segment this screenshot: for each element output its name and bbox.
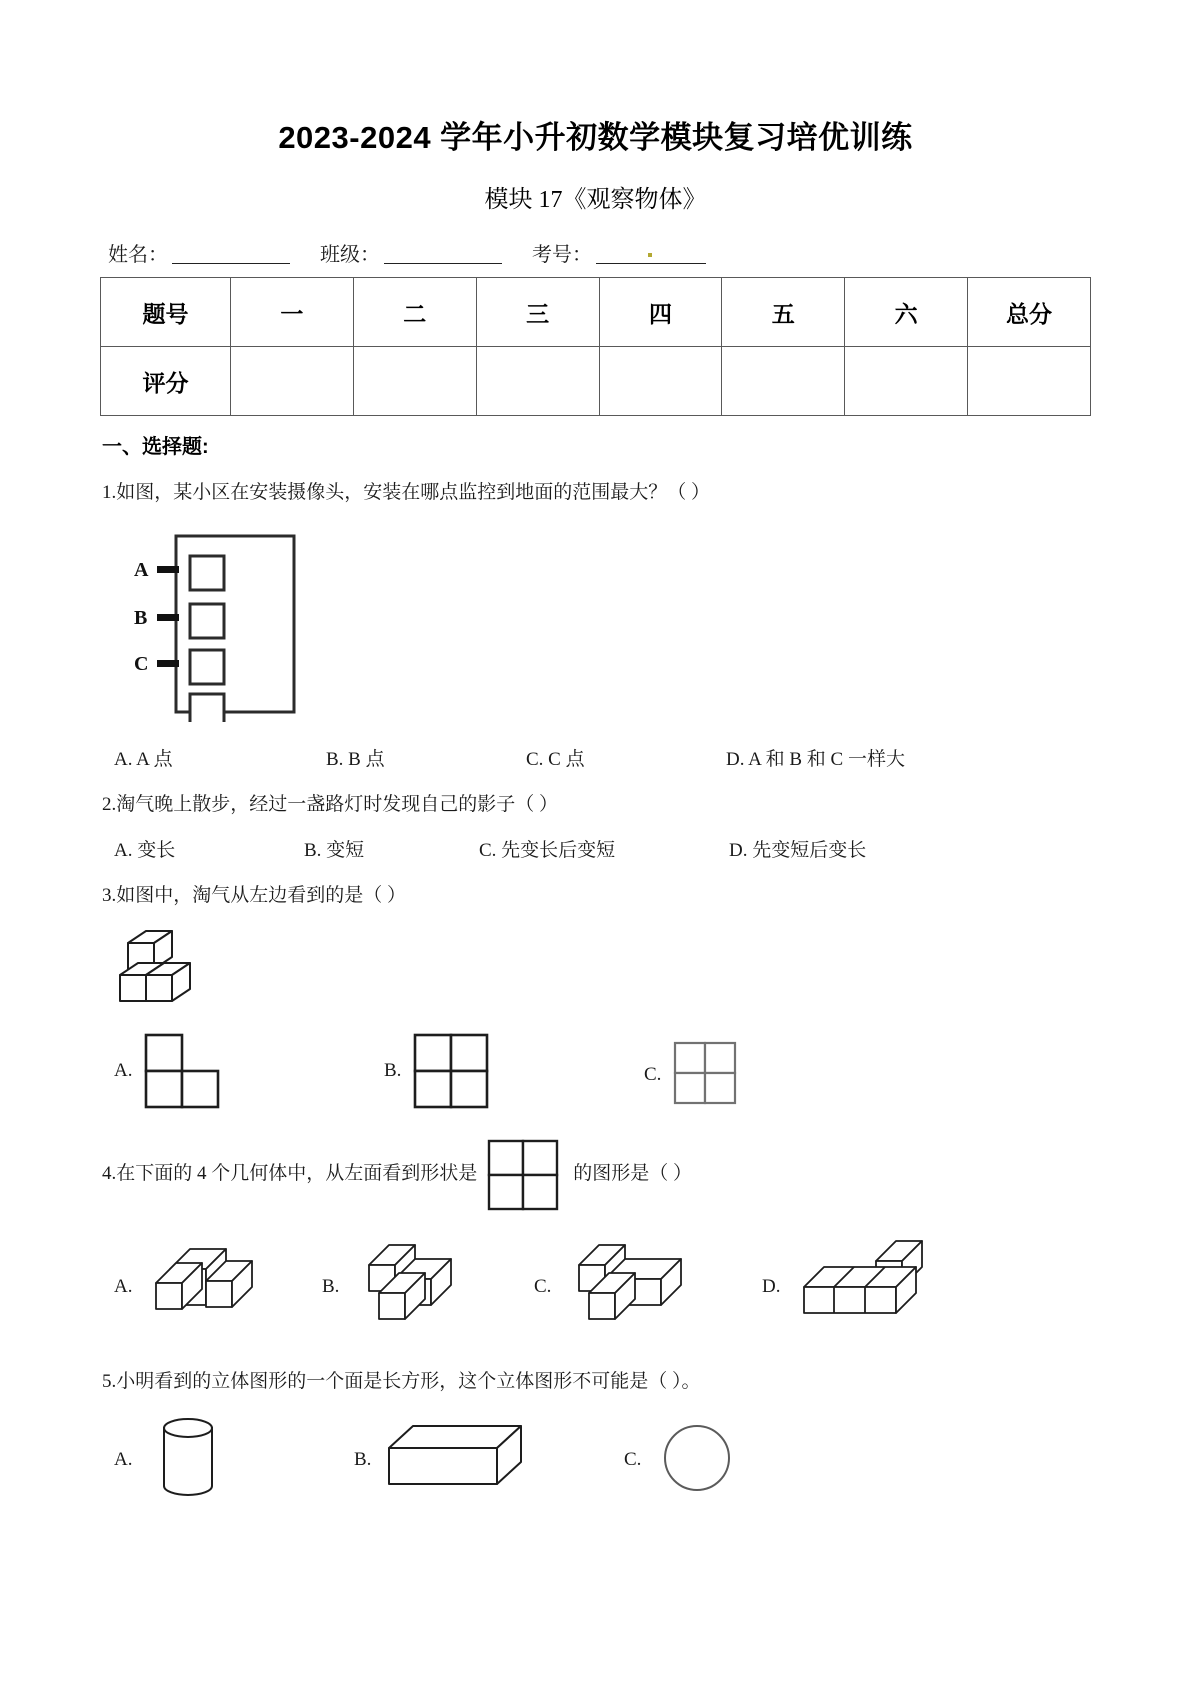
column-header-5: 五 (722, 278, 845, 347)
question-4-option-b-label: B. (322, 1276, 340, 1297)
question-2-options (100, 835, 1091, 862)
question-2-option-c[interactable]: C. 先变长后变短 (479, 840, 616, 861)
question-2-option-a[interactable]: A. 变长 (114, 840, 176, 861)
shape-square-2x2-icon (411, 1031, 497, 1111)
question-3-option-a[interactable] (114, 1031, 384, 1111)
question-2-option-d[interactable]: D. 先变短后变长 (729, 840, 867, 861)
section-heading-choice: 一、选择题: (102, 436, 209, 458)
question-4-inline-square-icon (485, 1137, 565, 1213)
solid-figure-d-icon (790, 1235, 950, 1340)
column-header-6: 六 (845, 278, 968, 347)
page-content (100, 0, 1091, 1506)
question-1-options (100, 744, 1091, 771)
page-title: 2023-2024 学年小升初数学模块复习培优训练 (278, 120, 913, 155)
question-4-text-after: 的图形是（ ） (573, 1163, 693, 1185)
question-4-text-before: 4.在下面的 4 个几何体中，从左面看到形状是 (102, 1163, 478, 1185)
question-3-text: 3.如图中，淘气从左边看到的是（ ） (102, 885, 407, 906)
column-header-2: 二 (353, 278, 476, 347)
table-row-question-numbers (101, 278, 1091, 347)
building-camera-diagram (118, 522, 318, 722)
class-label: 班级： (320, 244, 380, 266)
question-5-option-c[interactable] (624, 1414, 751, 1506)
question-3-figure (100, 923, 1091, 1013)
question-4-text (100, 1137, 1091, 1213)
question-1-option-c[interactable]: C. C 点 (526, 748, 585, 770)
label-point-b: B (134, 606, 148, 629)
question-5-option-c-label: C. (624, 1449, 642, 1470)
question-4-option-c-label: C. (534, 1276, 552, 1297)
class-blank[interactable] (384, 263, 502, 264)
score-cell-1[interactable] (231, 347, 354, 416)
question-1-option-a[interactable]: A. A 点 (114, 748, 173, 770)
exam-number-label: 考号： (532, 244, 592, 266)
score-cell-2[interactable] (353, 347, 476, 416)
score-table (100, 277, 1091, 416)
score-cell-total[interactable] (968, 347, 1091, 416)
question-4-option-d-label: D. (762, 1276, 781, 1297)
cylinder-icon (142, 1414, 252, 1506)
name-blank[interactable] (172, 263, 290, 264)
question-4-option-a-label: A. (114, 1276, 133, 1297)
question-3-option-c[interactable] (644, 1039, 747, 1111)
column-header-total: 总分 (968, 278, 1091, 347)
shape-faint-2x2-icon (671, 1039, 747, 1111)
question-2-option-b[interactable]: B. 变短 (304, 840, 365, 861)
question-1-option-b[interactable]: B. B 点 (326, 748, 385, 770)
label-point-c: C (134, 652, 149, 675)
score-cell-6[interactable] (845, 347, 968, 416)
sphere-icon (651, 1414, 751, 1506)
question-2-text: 2.淘气晚上散步，经过一盏路灯时发现自己的影子（ ） (102, 793, 559, 815)
solid-figure-b-icon (349, 1235, 484, 1340)
stray-dot-mark (648, 253, 652, 257)
question-3-option-c-label: C. (644, 1063, 662, 1085)
question-3-option-a-label: A. (114, 1059, 133, 1081)
row-header-question-number: 题号 (101, 278, 231, 347)
page-subtitle: 模块 17《观察物体》 (484, 187, 707, 213)
question-4-option-b[interactable] (322, 1235, 534, 1340)
question-3-option-b-label: B. (384, 1059, 402, 1081)
question-4-option-c[interactable] (534, 1235, 762, 1340)
cuboid-icon (381, 1414, 541, 1506)
question-4-option-d[interactable] (762, 1235, 950, 1340)
question-3-option-b[interactable] (384, 1031, 644, 1111)
score-cell-4[interactable] (599, 347, 722, 416)
student-info-line (100, 238, 1091, 267)
shape-l-tromino-icon (142, 1031, 228, 1111)
row-header-score: 评分 (101, 347, 231, 416)
three-cube-solid-icon (114, 923, 244, 1013)
question-4-options (100, 1235, 1091, 1340)
column-header-4: 四 (599, 278, 722, 347)
label-point-a: A (134, 558, 149, 581)
question-1-text: 1.如图，某小区在安装摄像头，安装在哪点监控到地面的范围最大？（ ） (102, 482, 711, 503)
score-cell-5[interactable] (722, 347, 845, 416)
question-3-options (100, 1031, 1091, 1111)
question-1-figure (100, 522, 1091, 722)
solid-figure-a-icon (142, 1235, 277, 1340)
score-cell-3[interactable] (476, 347, 599, 416)
solid-figure-c-icon (561, 1235, 711, 1340)
exam-number-blank[interactable] (596, 263, 706, 264)
question-5-option-a-label: A. (114, 1449, 133, 1470)
column-header-3: 三 (476, 278, 599, 347)
table-row-scores (101, 347, 1091, 416)
column-header-1: 一 (231, 278, 354, 347)
question-5-text: 5.小明看到的立体图形的一个面是长方形，这个立体图形不可能是（ ）。 (102, 1370, 701, 1392)
question-5-option-b-label: B. (354, 1449, 372, 1470)
question-5-option-b[interactable] (354, 1414, 624, 1506)
question-4-option-a[interactable] (114, 1235, 322, 1340)
name-label: 姓名： (108, 244, 168, 266)
question-1-option-d[interactable]: D. A 和 B 和 C 一样大 (726, 748, 905, 770)
question-5-options (100, 1414, 1091, 1506)
question-5-option-a[interactable] (114, 1414, 354, 1506)
